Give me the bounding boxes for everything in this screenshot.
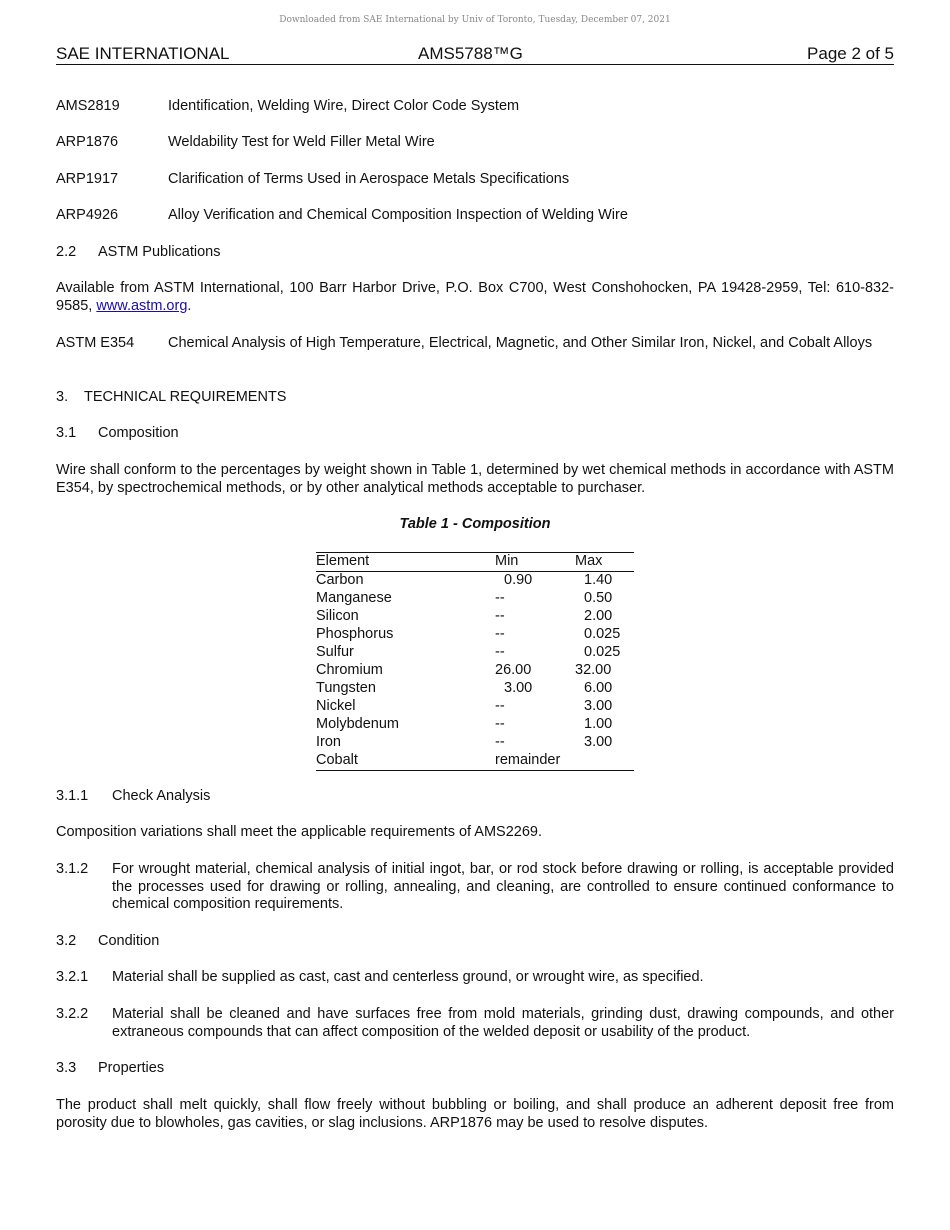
cell-min: -- [495, 698, 505, 715]
cell-element: Nickel [316, 698, 356, 715]
cell-min: 26.00 [495, 662, 532, 679]
section-2-2-title: ASTM Publications [98, 244, 221, 260]
section-2-2-number: 2.2 [56, 244, 77, 260]
cell-min: 3.00 [504, 680, 533, 697]
ref-title: Clarification of Terms Used in Aerospace Metals Specifications [168, 171, 570, 187]
astm-availability-end: . [187, 297, 192, 314]
composition-table [316, 552, 634, 771]
ref-title: Alloy Verification and Chemical Composition Inspection of Welding Wire [168, 207, 628, 223]
table-row [316, 626, 634, 644]
cell-min: -- [495, 608, 505, 625]
cell-element: Chromium [316, 662, 383, 679]
astm-website-link[interactable]: www.astm.org [96, 297, 188, 314]
cell-element: Phosphorus [316, 626, 394, 643]
astm-ref-code: ASTM E354 [56, 335, 135, 351]
cell-element: Carbon [316, 572, 364, 589]
section-3-1-2-number: 3.1.2 [56, 861, 89, 877]
cell-max [575, 752, 634, 771]
section-3-title: TECHNICAL REQUIREMENTS [84, 389, 287, 405]
astm-availability-paragraph [56, 280, 894, 315]
section-3-1-1-title: Check Analysis [112, 788, 211, 804]
cell-max: 1.00 [584, 716, 613, 733]
ref-code: ARP4926 [56, 207, 119, 223]
cell-min: 0.90 [504, 572, 533, 589]
cell-max: 0.025 [584, 644, 621, 661]
cell-element: Molybdenum [316, 716, 400, 733]
check-analysis-paragraph: Composition variations shall meet the applicable requirements of AMS2269. [56, 824, 543, 840]
section-3-2-1-text: Material shall be supplied as cast, cast and centerless ground, or wrought wire, as specified. [112, 969, 704, 985]
header-max: Max [575, 553, 603, 570]
table-row [316, 734, 634, 752]
cell-max: 3.00 [584, 698, 613, 715]
astm-availability-text: Available from ASTM International, 100 Barr Harbor Drive, P.O. Box C700, West Conshohocken, PA 19428-2959, Tel: 610-832-9585, [56, 280, 894, 314]
table-header-row [316, 553, 634, 572]
cell-min: -- [495, 716, 505, 733]
section-3-2-2-number: 3.2.2 [56, 1006, 89, 1022]
section-3-number: 3. [56, 389, 69, 405]
table-row [316, 752, 634, 771]
table-title: Table 1 - Composition [399, 516, 551, 532]
composition-paragraph: Wire shall conform to the percentages by weight shown in Table 1, determined by wet chemical methods in accordance with ASTM E354, by spectrochemical methods, or by other analytical methods acceptable to purchaser. [56, 462, 894, 496]
table-row [316, 590, 634, 608]
cell-element: Iron [316, 734, 341, 751]
section-3-1-number: 3.1 [56, 425, 77, 441]
cell-element: Tungsten [316, 680, 376, 697]
cell-max: 6.00 [584, 680, 613, 697]
ref-code: ARP1876 [56, 134, 119, 150]
table-row [316, 716, 634, 734]
header-document-number: AMS5788™G [418, 44, 523, 63]
page-header [56, 44, 894, 65]
table-row [316, 644, 634, 662]
cell-max: 0.025 [584, 626, 621, 643]
header-organization: SAE INTERNATIONAL [56, 44, 230, 63]
section-3-3-title: Properties [98, 1060, 165, 1076]
section-3-2-number: 3.2 [56, 933, 77, 949]
astm-ref-title: Chemical Analysis of High Temperature, Electrical, Magnetic, and Other Similar Iron, Nickel, and Cobalt Alloys [168, 335, 873, 351]
cell-element: Silicon [316, 608, 359, 625]
header-element: Element [316, 553, 370, 570]
download-watermark: Downloaded from SAE International by Univ of Toronto, Tuesday, December 07, 2021 [279, 15, 671, 25]
section-3-2-2-text: Material shall be cleaned and have surfaces free from mold materials, grinding dust, drawing compounds, and other extraneous compounds that can affect composition of the welded deposit or usability of the product. [112, 1006, 894, 1040]
cell-element: Sulfur [316, 644, 354, 661]
table-row [316, 572, 634, 591]
table-row [316, 680, 634, 698]
section-3-2-1-number: 3.2.1 [56, 969, 89, 985]
section-3-1-2-text: For wrought material, chemical analysis of initial ingot, bar, or rod stock before drawing or rolling, is acceptable provided the processes used for drawing or rolling, annealing, and cleaning, are controlled to ensure continued conformance to chemical composition requirements. [112, 861, 894, 912]
ref-code: ARP1917 [56, 171, 119, 187]
table-row [316, 662, 634, 680]
cell-min: -- [495, 626, 505, 643]
section-3-1-1-number: 3.1.1 [56, 788, 89, 804]
ref-code: AMS2819 [56, 98, 120, 114]
cell-max: 1.40 [584, 572, 613, 589]
section-3-1-title: Composition [98, 425, 179, 441]
header-min: Min [495, 553, 519, 570]
cell-min: remainder [495, 752, 561, 769]
cell-max: 2.00 [584, 608, 613, 625]
ref-title: Identification, Welding Wire, Direct Color Code System [168, 98, 520, 114]
cell-min: -- [495, 590, 505, 607]
cell-max: 32.00 [575, 662, 612, 679]
cell-max: 0.50 [584, 590, 613, 607]
header-page-number: Page 2 of 5 [807, 44, 894, 63]
section-3-2-title: Condition [98, 933, 160, 949]
cell-min: -- [495, 734, 505, 751]
cell-min: -- [495, 644, 505, 661]
ref-title: Weldability Test for Weld Filler Metal Wire [168, 134, 435, 150]
cell-max: 3.00 [584, 734, 613, 751]
properties-paragraph: The product shall melt quickly, shall flow freely without bubbling or boiling, and shall produce an adherent deposit free from porosity due to blowholes, gas cavities, or slag inclusions. ARP1876 may be used to resolve disputes. [56, 1097, 894, 1131]
cell-element: Cobalt [316, 752, 358, 769]
cell-element: Manganese [316, 590, 392, 607]
table-row [316, 698, 634, 716]
table-row [316, 608, 634, 626]
section-3-3-number: 3.3 [56, 1060, 77, 1076]
